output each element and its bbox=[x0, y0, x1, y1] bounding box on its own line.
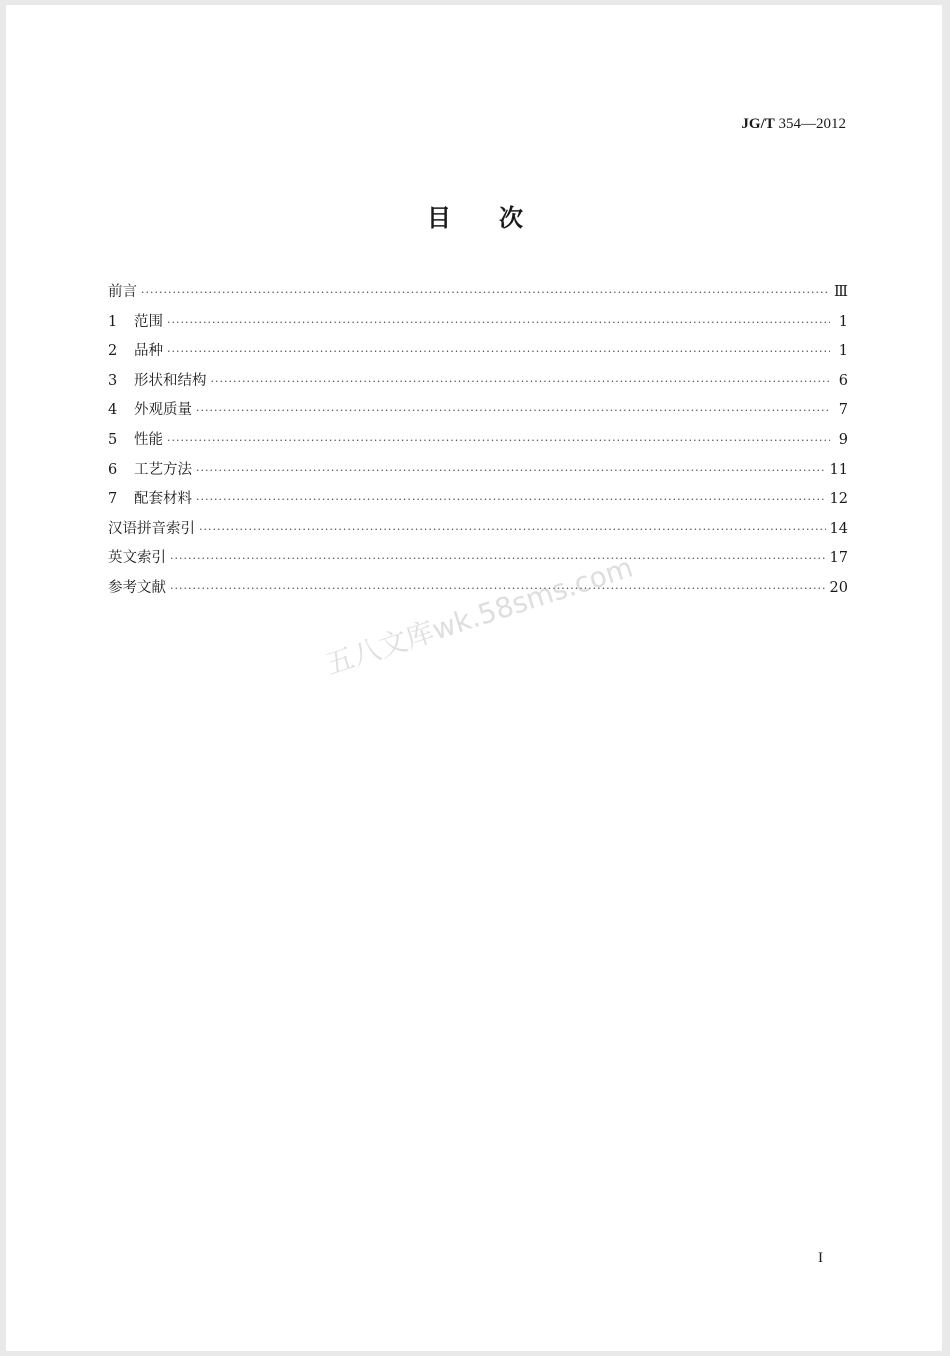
toc-entry[interactable] bbox=[108, 398, 848, 428]
toc-leader-dots bbox=[196, 464, 826, 477]
page-title: 目次 bbox=[427, 204, 571, 232]
toc-entry-page: 9 bbox=[838, 431, 848, 448]
toc-entry-page: 1 bbox=[838, 343, 848, 360]
toc-leader-dots bbox=[141, 286, 830, 299]
toc-entry-label: 配套材料 bbox=[134, 491, 192, 508]
toc-leader-dots bbox=[167, 345, 830, 358]
toc-leader-dots bbox=[167, 434, 830, 447]
toc-entry-number: 2 bbox=[108, 343, 118, 360]
toc-leader-dots bbox=[170, 552, 826, 565]
toc-leader-dots bbox=[199, 523, 826, 536]
toc-entry-label: 性能 bbox=[134, 431, 163, 448]
toc-entry-page: 14 bbox=[829, 520, 848, 537]
toc-entry-label: 前言 bbox=[108, 284, 137, 300]
toc-entry-label: 汉语拼音索引 bbox=[108, 520, 195, 537]
toc-entry-page: 12 bbox=[829, 491, 848, 508]
toc-entry-label: 参考文献 bbox=[108, 579, 166, 596]
toc-entry[interactable] bbox=[108, 458, 848, 488]
toc-entry-number: 1 bbox=[108, 313, 118, 330]
toc-entry-label: 形状和结构 bbox=[134, 372, 207, 389]
document-id bbox=[680, 116, 846, 133]
toc-entry-label: 品种 bbox=[134, 343, 163, 360]
toc-entry-label: 工艺方法 bbox=[134, 461, 192, 478]
toc-entry-number: 5 bbox=[108, 431, 118, 448]
footer-page-number: I bbox=[818, 1250, 823, 1266]
toc-entry-number: 7 bbox=[108, 491, 118, 508]
toc-entry-page: 6 bbox=[838, 372, 848, 389]
toc-entry-label: 英文索引 bbox=[108, 550, 166, 567]
toc-entry[interactable] bbox=[108, 280, 848, 310]
toc-entry-page: 1 bbox=[838, 313, 848, 330]
toc-entry[interactable] bbox=[108, 487, 848, 517]
toc-entry[interactable] bbox=[108, 369, 848, 399]
toc-leader-dots bbox=[196, 404, 830, 417]
toc-entry-page: 20 bbox=[829, 579, 848, 596]
toc-entry[interactable] bbox=[108, 517, 848, 547]
table-of-contents bbox=[108, 280, 848, 606]
doc-id-number: 354—2012 bbox=[778, 116, 846, 132]
toc-entry-page: 7 bbox=[838, 402, 848, 419]
toc-entry-page: 17 bbox=[829, 550, 848, 567]
toc-entry-page: Ⅲ bbox=[834, 284, 848, 300]
watermark: 五八文库wk.58sms.com bbox=[321, 550, 637, 682]
toc-entry[interactable] bbox=[108, 546, 848, 576]
toc-leader-dots bbox=[211, 375, 831, 388]
toc-entry-label: 外观质量 bbox=[134, 402, 192, 419]
doc-id-prefix: JG/T bbox=[741, 116, 775, 132]
toc-entry-page: 11 bbox=[829, 461, 848, 478]
toc-entry[interactable] bbox=[108, 310, 848, 340]
toc-entry-label: 范围 bbox=[134, 313, 163, 330]
toc-entry[interactable] bbox=[108, 339, 848, 369]
toc-entry[interactable] bbox=[108, 428, 848, 458]
toc-entry-number: 4 bbox=[108, 402, 118, 419]
toc-entry-number: 3 bbox=[108, 372, 118, 389]
toc-leader-dots bbox=[196, 493, 826, 506]
toc-leader-dots bbox=[167, 316, 830, 329]
toc-entry-number: 6 bbox=[108, 461, 118, 478]
